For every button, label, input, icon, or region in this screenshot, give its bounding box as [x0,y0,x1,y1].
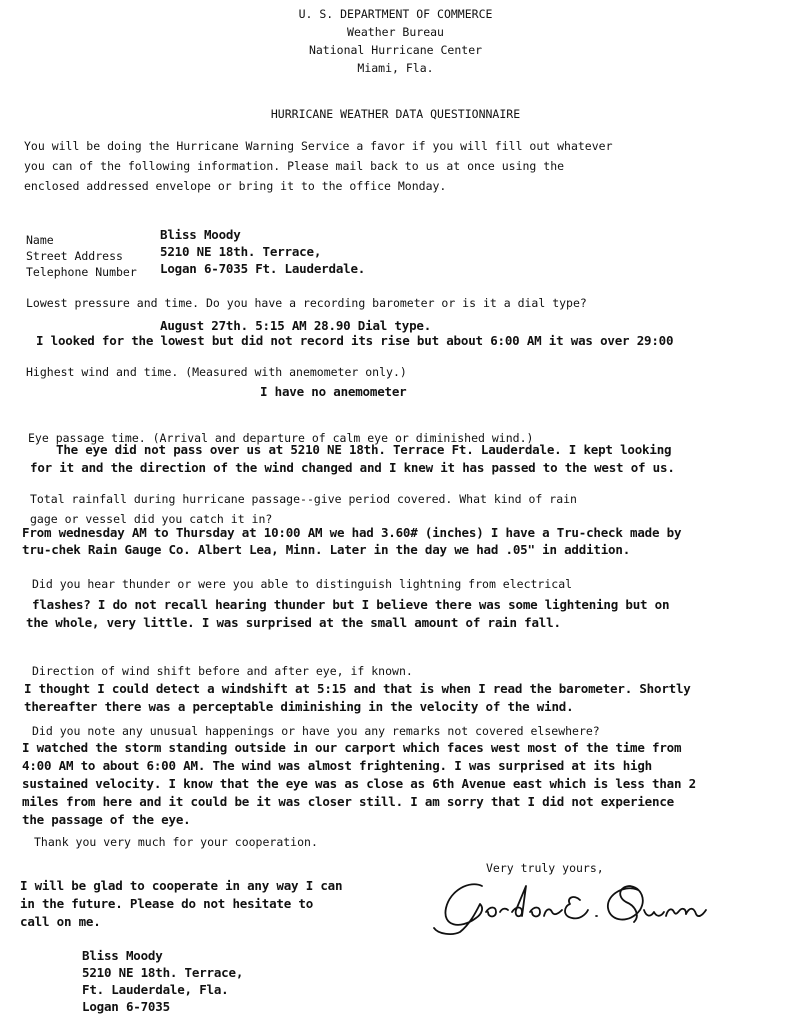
phone-value: Logan 6-7035 Ft. Lauderdale. [160,261,366,276]
intro-line-1: You will be doing the Hurricane Warning Service a favor if you will fill out whatever [24,139,613,153]
header-bureau: Weather Bureau [347,25,444,39]
intro-line-2: you can of the following information. Please mail back to us at once using the [24,159,565,173]
name-label: Name [26,233,54,247]
closing: Very truly yours, [486,861,604,875]
cooperate-line-1: I will be glad to cooperate in any way I can [20,878,343,893]
question-pressure: Lowest pressure and time. Do you have a recording barometer or is it a dial type? [26,296,587,310]
answer-other-line-5: the passage of the eye. [22,812,191,827]
form-title: HURRICANE WEATHER DATA QUESTIONNAIRE [270,107,521,121]
intro-line-3: enclosed addressed envelope or bring it to the office Monday. [24,179,447,193]
header-city: Miami, Fla. [357,61,434,75]
cooperate-line-2: in the future. Please do not hesitate to [20,896,314,911]
street-value: 5210 NE 18th. Terrace, [160,244,322,259]
answer-wind-shift-line-1: I thought I could detect a windshift at 5:15 and that is when I read the barometer. Shortly [24,681,691,696]
cooperate-line-3: call on me. [20,914,101,929]
signature-handwritten [430,872,710,942]
answer-pressure-line-1: August 27th. 5:15 AM 28.90 Dial type. [160,318,432,333]
address-name: Bliss Moody [82,948,163,963]
address-city: Ft. Lauderdale, Fla. [82,982,229,997]
question-eye: Eye passage time. (Arrival and departure of calm eye or diminished wind.) [28,431,534,445]
answer-eye-line-2: for it and the direction of the wind changed and I knew it has passed to the west of us. [30,460,675,475]
address-phone: Logan 6-7035 [82,999,170,1014]
answer-other-line-1: I watched the storm standing outside in our carport which faces west most of the time from [22,740,682,755]
answer-rain-line-1: From wednesday AM to Thursday at 10:00 AM we had 3.60# (inches) I have a Tru-check made by [22,525,682,540]
question-thunder: Did you hear thunder or were you able to distinguish lightning from electrical [32,577,573,591]
header-department: U. S. DEPARTMENT OF COMMERCE [298,7,493,21]
question-wind: Highest wind and time. (Measured with anemometer only.) [26,365,407,379]
answer-pressure-line-2: I looked for the lowest but did not record its rise but about 6:00 AM it was over 29:00 [36,333,674,348]
question-rain-line-1: Total rainfall during hurricane passage--give period covered. What kind of rain [30,492,577,506]
question-other: Did you note any unusual happenings or have you any remarks not covered elsewhere? [32,724,600,738]
answer-thunder-line-1: flashes? I do not recall hearing thunder but I believe there was some lightening but on [32,597,670,612]
answer-other-line-3: sustained velocity. I know that the eye was as close as 6th Avenue east which is less than 2 [22,776,696,791]
question-wind-shift: Direction of wind shift before and after eye, if known. [32,664,413,678]
address-street: 5210 NE 18th. Terrace, [82,965,244,980]
answer-thunder-line-2: the whole, very little. I was surprised at the small amount of rain fall. [26,615,561,630]
answer-other-line-2: 4:00 AM to about 6:00 AM. The wind was almost frightening. I was surprised at its high [22,758,653,773]
thanks-line: Thank you very much for your cooperation. [34,835,318,849]
answer-wind-shift-line-2: thereafter there was a perceptable diminishing in the velocity of the wind. [24,699,574,714]
name-value: Bliss Moody [160,227,241,242]
street-label: Street Address [26,249,123,263]
letterhead [0,4,791,78]
answer-other-line-4: miles from here and it could be it was closer still. I am sorry that I did not experience [22,794,674,809]
answer-wind: I have no anemometer [260,384,407,399]
answer-rain-line-2: tru-chek Rain Gauge Co. Albert Lea, Minn. Later in the day we had .05" in addition. [22,542,631,557]
question-rain-line-2: gage or vessel did you catch it in? [30,512,273,526]
header-center: National Hurricane Center [308,43,483,57]
phone-label: Telephone Number [26,265,137,279]
answer-eye-line-1: The eye did not pass over us at 5210 NE 18th. Terrace Ft. Lauderdale. I kept looking [56,442,672,457]
signature-image [430,872,710,942]
